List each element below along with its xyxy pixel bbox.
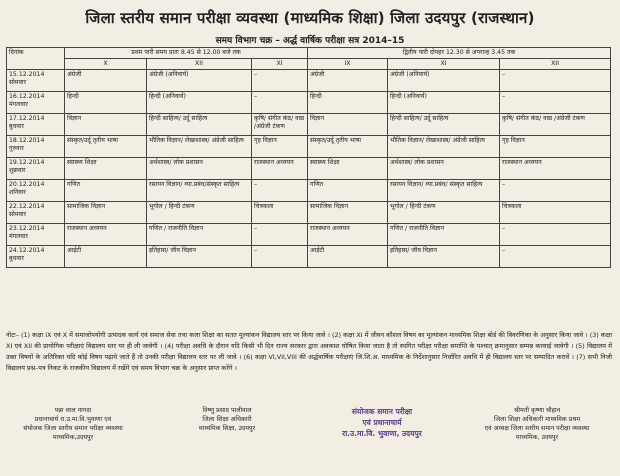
- subject-cell: विज्ञान: [308, 114, 388, 136]
- subject-cell: रसायन विज्ञान/ व्या.प्रबंध/संस्कृत साहित्य: [147, 180, 252, 202]
- table-row: [7, 180, 611, 202]
- page-title: जिला स्तरीय समान परीक्षा व्यवस्था (माध्यमिक शिक्षा) जिला उदयपुर (राजस्थान): [85, 9, 535, 27]
- signature-line: जिला शिक्षा अधिकारी: [202, 416, 252, 423]
- date-cell: [7, 246, 65, 268]
- subject-cell: आईटी: [65, 246, 147, 268]
- subject-cell: भूगोल / हिन्दी टंकण: [388, 202, 500, 224]
- subject-cell: –: [252, 180, 308, 202]
- date-text: 23.12.2014: [9, 225, 45, 232]
- stamp-line: एवं प्रधानाचार्य: [362, 418, 402, 427]
- subject-cell: गणित / राजनीति विज्ञान: [388, 224, 500, 246]
- class-header: XII: [147, 59, 252, 70]
- subject-cell: हिन्दी साहित्य/ उर्दू साहित्य: [147, 114, 252, 136]
- weekday-text: बुधवार: [9, 255, 24, 262]
- subject-cell: अंग्रेजी (अनिवार्य): [147, 70, 252, 92]
- subject-cell: आईटी: [308, 246, 388, 268]
- table-row: [7, 246, 611, 268]
- subject-cell: गणित / राजनीति विज्ञान: [147, 224, 252, 246]
- date-text: 18.12.2014: [9, 137, 45, 144]
- subject-cell: अर्थशास्त्र/ लोक प्रशासन: [388, 158, 500, 180]
- subject-cell: गृह विज्ञान: [500, 136, 611, 158]
- subject-cell: सामाजिक विज्ञान: [308, 202, 388, 224]
- subject-cell: चित्रकला: [252, 202, 308, 224]
- subject-cell: –: [252, 246, 308, 268]
- date-cell: [7, 224, 65, 246]
- subject-cell: राजस्थान अध्ययन: [500, 158, 611, 180]
- subject-cell: सामाजिक विज्ञान: [65, 202, 147, 224]
- subject-cell: –: [500, 246, 611, 268]
- table-row: [7, 114, 611, 136]
- subject-cell: संस्कृत/उर्दू तृतीय भाषा: [308, 136, 388, 158]
- table-row: [7, 70, 611, 92]
- subject-cell: इतिहास/ जीव विज्ञान: [147, 246, 252, 268]
- subject-cell: रसायन विज्ञान/ व्या.प्रबंध/ संस्कृत साहित्य: [388, 180, 500, 202]
- seal-stamp: [312, 406, 452, 439]
- date-text: 22.12.2014: [9, 203, 45, 210]
- subject-cell: गृह विज्ञान: [252, 136, 308, 158]
- date-cell: [7, 92, 65, 114]
- weekday-text: मंगलवार: [9, 101, 28, 108]
- subject-cell: इतिहास/ जीव विज्ञान: [388, 246, 500, 268]
- subject-cell: हिन्दी: [65, 92, 147, 114]
- subject-cell: अंग्रेजी: [308, 70, 388, 92]
- table-row: [7, 92, 611, 114]
- date-text: 17.12.2014: [9, 115, 45, 122]
- date-column-header: दिनांक: [7, 48, 65, 70]
- subject-cell: हिन्दी (अनिवार्य): [147, 92, 252, 114]
- subject-cell: कृषि/ संगीत कंठ/ वाद्य /अंग्रेजी टंकण: [252, 114, 308, 136]
- date-cell: [7, 180, 65, 202]
- stamp-line: संयोजक समान परीक्षा: [351, 407, 413, 416]
- signature-line: जिला शिक्षा अधिकारी माध्यमिक प्रथम: [493, 416, 581, 423]
- subject-cell: भूगोल / हिन्दी टंकण: [147, 202, 252, 224]
- signature-line: विष्णु प्रसाद पालीवाल: [202, 407, 252, 414]
- subject-cell: हिन्दी (अनिवार्य): [388, 92, 500, 114]
- date-cell: [7, 158, 65, 180]
- class-header: XII: [500, 59, 611, 70]
- signature-line: माध्यमिक शिक्षा, उदयपुर: [198, 425, 256, 432]
- signature-block-chairperson: [462, 406, 612, 442]
- subject-cell: विज्ञान: [65, 114, 147, 136]
- date-cell: [7, 202, 65, 224]
- subject-cell: –: [500, 180, 611, 202]
- notes-text: नोटः– (1) कक्षा IX एवं X में समाजोपयोगी उत्पादक कार्य एवं समाज सेवा तथा कला शिक्षा का सतत मूल्यांकन विद्यालय स्तर पर किया जावे । (2) कक्षा XI में जीवन कौशल विषय का मूल्यांकन माध्यमिक शिक्षा बोर्ड की विवरणिका के अनुसार किया जावे । (3) कक्षा XI एवं XII की प्रायोगिक परीक्षाएं विद्यालय स्तर पर ही ली जावेगी । (4) परीक्षा अवधि के दौरान यदि किसी भी दिन राज्य सरकार द्वारा अवकाश घोषित किया जाता है तो स्थगित परीक्षा परीक्षा समाप्ति के पश्चात् क्रमानुसार सम्पन्न करवाई जावेगी । (5) विद्यालय में उक्त विषयों के अतिरिक्त यदि कोई विषय पढ़ाये जाते हैं तो उनकी परीक्षा विद्यालय स्तर पर ली जावे । (6) कक्षा VI,VII,VIII की अर्द्धवार्षिक परीक्षाएं जि.शि.अ. माध्यमिक के निर्देशानुसार निर्धारित अवधि में ही विद्यालय स्तर पर सम्पादित करावें । (7) सभी निजी विद्यालय प्रश्न–पत्र निकट के राजकीय विद्यालय में रखेंगे एवं समय विभाग चक्र के अनुसार प्राप्त करेंगे ।: [6, 331, 612, 372]
- date-text: 16.12.2014: [9, 93, 45, 100]
- subject-cell: –: [252, 70, 308, 92]
- weekday-text: शनिवार: [9, 189, 26, 196]
- page-subtitle: समय विभाग चक्र – अर्द्ध वार्षिक परीक्षा सत्र 2014–15: [215, 36, 405, 46]
- weekday-text: मंगलवार: [9, 233, 28, 240]
- date-text: 20.12.2014: [9, 181, 45, 188]
- table-row: [7, 158, 611, 180]
- class-header: XI: [388, 59, 500, 70]
- schedule-body: [7, 70, 611, 268]
- subject-cell: अर्थशास्त्र/ लोक प्रशासन: [147, 158, 252, 180]
- signature-line: श्रीमती कृष्णा चौहान: [513, 407, 561, 414]
- signature-line: माध्यमिक,उदयपुर: [52, 434, 94, 441]
- subject-cell: गणित: [65, 180, 147, 202]
- date-text: 19.12.2014: [9, 159, 45, 166]
- subject-cell: भौतिक विज्ञान/ लेखाशास्त्र/ अंग्रेजी साहित्य: [147, 136, 252, 158]
- subject-cell: राजस्थान अध्ययन: [65, 224, 147, 246]
- weekday-text: बुधवार: [9, 123, 24, 130]
- table-row: [7, 202, 611, 224]
- date-text: 24.12.2014: [9, 247, 45, 254]
- subject-cell: राजस्थान अध्ययन: [308, 224, 388, 246]
- subject-cell: अंग्रेजी: [65, 70, 147, 92]
- subject-cell: चित्रकला: [500, 202, 611, 224]
- subject-cell: संस्कृत/उर्दू तृतीय भाषा: [65, 136, 147, 158]
- subject-cell: –: [500, 224, 611, 246]
- subject-cell: हिन्दी साहित्य/ उर्दू साहित्य: [388, 114, 500, 136]
- subject-cell: –: [500, 70, 611, 92]
- stamp-line: रा.उ.मा.वि. भुवाणा, उदयपुर: [342, 429, 422, 438]
- subject-cell: राजस्थान अध्ययन: [252, 158, 308, 180]
- signature-line: माध्यमिक, उदयपुर: [515, 434, 559, 441]
- table-row: [7, 224, 611, 246]
- subject-cell: –: [252, 224, 308, 246]
- subject-cell: स्वास्थ्य शिक्षा: [308, 158, 388, 180]
- class-header: X: [65, 59, 147, 70]
- signature-line: एवं अध्यक्ष जिला स्तरीय समान परीक्षा व्यवस्था: [484, 425, 590, 432]
- subject-cell: स्वास्थ्य शिक्षा: [65, 158, 147, 180]
- subject-cell: गणित: [308, 180, 388, 202]
- weekday-text: शुक्रवार: [9, 167, 26, 174]
- signature-line: प्रधानाचार्य रा.उ.मा.वि.भुवाणा एवं: [34, 416, 112, 423]
- weekday-text: सोमवार: [9, 211, 27, 218]
- subject-cell: –: [252, 92, 308, 114]
- signature-block-convener: [8, 406, 138, 442]
- class-header: XI: [252, 59, 308, 70]
- signature-line: संयोजक जिला स्तरीय समान परीक्षा व्यवस्था: [23, 425, 123, 432]
- subject-cell: कृषि/ संगीत कंठ/ वाद्य /अंग्रेजी टंकण: [500, 114, 611, 136]
- signature-line: पन्ना लाल नागदा: [54, 407, 92, 414]
- subject-cell: हिन्दी: [308, 92, 388, 114]
- subject-cell: –: [500, 92, 611, 114]
- weekday-text: सोमवार: [9, 79, 27, 86]
- shift2-header: द्वितीय पारी दोपहर 12.30 से अपरान्ह 3.45 तक: [308, 48, 611, 59]
- subject-cell: अंग्रेजी (अनिवार्य): [388, 70, 500, 92]
- shift1-header: प्रथम पारी समय प्रातः 8.45 से 12.00 बजे तक: [65, 48, 308, 59]
- signature-block-deo: [152, 406, 302, 433]
- schedule-table: [6, 47, 611, 268]
- date-cell: [7, 136, 65, 158]
- subject-cell: भौतिक विज्ञान/ लेखाशास्त्र/ अंग्रेजी साहित्य: [388, 136, 500, 158]
- weekday-text: गुरुवार: [9, 145, 24, 152]
- table-row: [7, 136, 611, 158]
- class-header: IX: [308, 59, 388, 70]
- date-cell: [7, 114, 65, 136]
- date-cell: [7, 70, 65, 92]
- date-text: 15.12.2014: [9, 71, 45, 78]
